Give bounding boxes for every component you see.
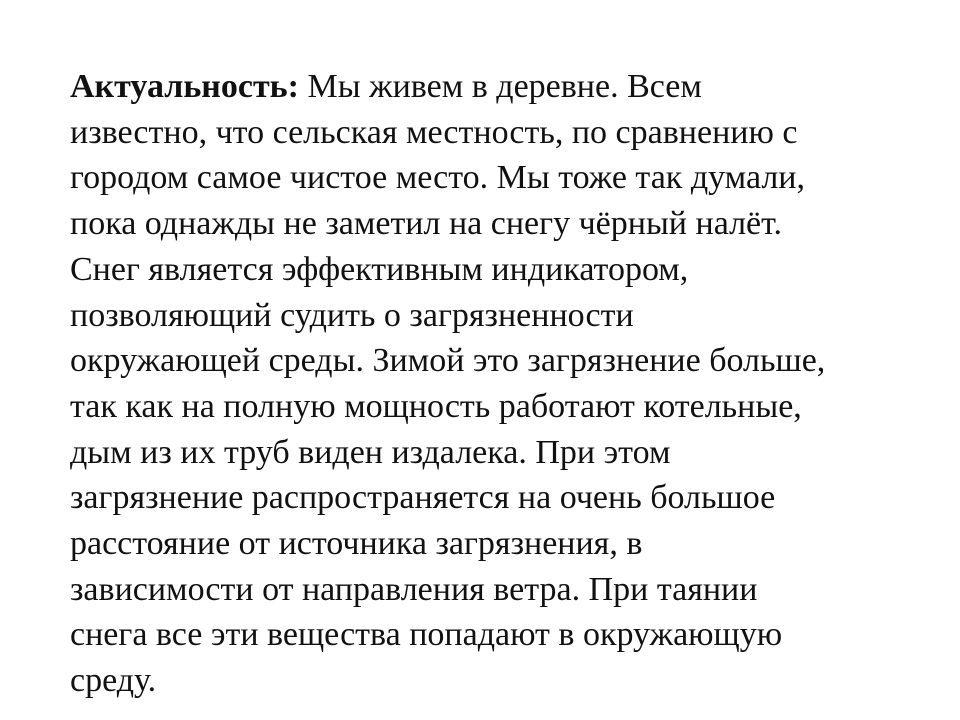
text-line: расстояние от источника загрязнения, в bbox=[70, 525, 643, 563]
text-line: зависимости от направления ветра. При таянии bbox=[70, 570, 758, 608]
text-line: снега все эти вещества попадают в окружающую bbox=[70, 616, 783, 654]
text-line: дым из их труб виден издалека. При этом bbox=[70, 433, 671, 471]
text-line: городом самое чистое место. Мы тоже так думали, bbox=[70, 159, 806, 197]
paragraph bbox=[70, 64, 900, 704]
text-line: Снег является эффективным индикатором, bbox=[70, 250, 689, 288]
text-line: позволяющий судить о загрязненности bbox=[70, 296, 634, 334]
text-line bbox=[70, 64, 900, 110]
text-line: пока однажды не заметил на снегу чёрный налёт. bbox=[70, 205, 782, 243]
text-line: окружающей среды. Зимой это загрязнение больше, bbox=[70, 342, 826, 380]
text-line: известно, что сельская местность, по сравнению с bbox=[70, 113, 798, 151]
line-text: Мы живем в деревне. Всем bbox=[299, 68, 702, 105]
text-line: загрязнение распространяется на очень большое bbox=[70, 479, 776, 517]
heading-term: Актуальность: bbox=[70, 68, 299, 105]
text-line: так как на полную мощность работают котельные, bbox=[70, 387, 802, 425]
text-line: среду. bbox=[70, 662, 157, 700]
